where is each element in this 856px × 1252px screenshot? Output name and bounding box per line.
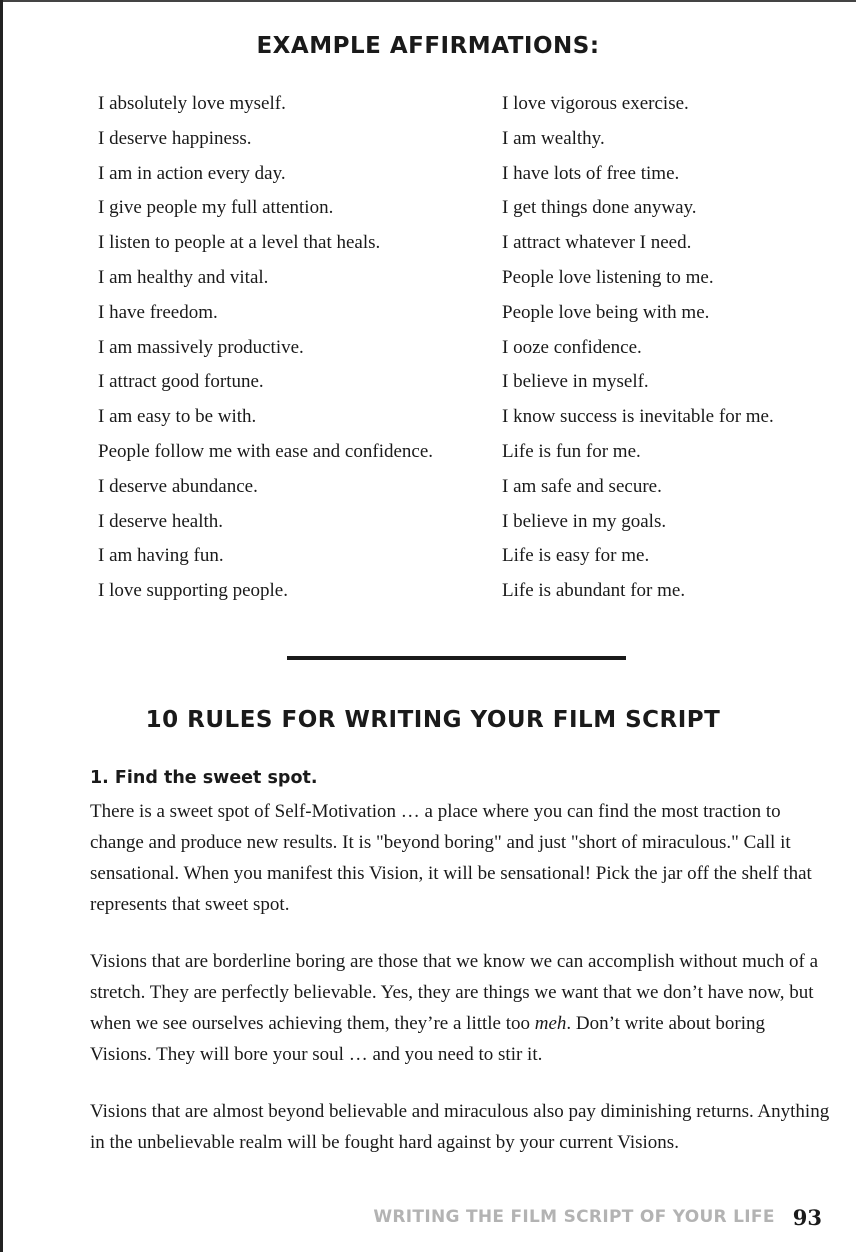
- affirmation-item: I am massively productive.: [98, 336, 304, 358]
- affirmation-item: Life is easy for me.: [502, 545, 650, 567]
- rule-1-title: 1. Find the sweet spot.: [90, 768, 318, 788]
- affirmation-item: I know success is inevitable for me.: [502, 406, 774, 428]
- affirmation-item: I am in action every day.: [98, 162, 286, 184]
- affirmation-item: I believe in myself.: [502, 371, 649, 393]
- affirmation-item: I have freedom.: [98, 301, 218, 323]
- paragraph-text: . Don’t write about boring Visions. They will bore your soul … and you need to stir it.: [90, 1013, 766, 1065]
- rule-1-paragraph-2: [90, 946, 830, 1070]
- affirmation-item: I deserve health.: [98, 510, 224, 532]
- affirmation-item: I am wealthy.: [502, 127, 605, 149]
- rule-1-paragraph-1: There is a sweet spot of Self-Motivation … a place where you can find the most traction to change and produce new results. It is "beyond boring" and just "short of miraculous." Call it sensational. When you manifest this Vision, it will be sensational! Pick the jar off the shelf that represents that sweet spot.: [90, 801, 812, 915]
- affirmation-item: I am easy to be with.: [98, 406, 257, 428]
- affirmation-item: People follow me with ease and confidence.: [98, 440, 434, 462]
- affirmation-item: I get things done anyway.: [502, 197, 697, 219]
- affirmation-item: I attract good fortune.: [98, 371, 264, 393]
- affirmation-item: Life is abundant for me.: [502, 580, 686, 602]
- affirmation-item: I am healthy and vital.: [98, 266, 269, 288]
- affirmation-item: People love being with me.: [502, 301, 710, 323]
- affirmation-item: I have lots of free time.: [502, 162, 680, 184]
- page-top-edge: [0, 0, 856, 2]
- rule-1-paragraph-3: Visions that are almost beyond believable and miraculous also pay diminishing returns. Anything in the unbelievable realm will be fought hard against by your current Visions.: [90, 1101, 830, 1153]
- affirmation-item: Life is fun for me.: [502, 440, 641, 462]
- affirmations-heading: EXAMPLE AFFIRMATIONS:: [256, 33, 600, 59]
- affirmation-item: I ooze confidence.: [502, 336, 642, 358]
- affirmations-left-column: [98, 89, 433, 611]
- emphasis-text: meh: [534, 1013, 567, 1034]
- affirmation-item: I deserve happiness.: [98, 127, 252, 149]
- affirmation-item: I deserve abundance.: [98, 475, 258, 497]
- page-number: 93: [792, 1204, 822, 1230]
- affirmation-item: I listen to people at a level that heals.: [98, 232, 381, 254]
- paragraph-text: Visions that are borderline boring are those that we know we can accomplish without much of a stretch. They are perfectly believable. Yes, they are things we want that we don’t have now, but when we see ourselves achieving them, they’re a little too: [90, 951, 819, 1034]
- affirmation-item: People love listening to me.: [502, 266, 714, 288]
- affirmation-item: I absolutely love myself.: [98, 93, 286, 114]
- section-divider: [287, 656, 626, 660]
- running-footer-title: WRITING THE FILM SCRIPT OF YOUR LIFE: [373, 1207, 775, 1227]
- affirmation-item: I believe in my goals.: [502, 510, 667, 532]
- affirmation-item: I love supporting people.: [98, 580, 288, 602]
- page-left-edge: [0, 0, 3, 1252]
- affirmation-item: I love vigorous exercise.: [502, 93, 689, 114]
- affirmation-item: I attract whatever I need.: [502, 232, 692, 254]
- page-footer: [373, 1203, 822, 1231]
- rules-heading: 10 RULES FOR WRITING YOUR FILM SCRIPT: [145, 707, 721, 733]
- affirmation-item: I am safe and secure.: [502, 475, 662, 497]
- affirmations-right-column: [502, 89, 774, 611]
- affirmation-item: I am having fun.: [98, 545, 224, 567]
- affirmation-item: I give people my full attention.: [98, 197, 334, 219]
